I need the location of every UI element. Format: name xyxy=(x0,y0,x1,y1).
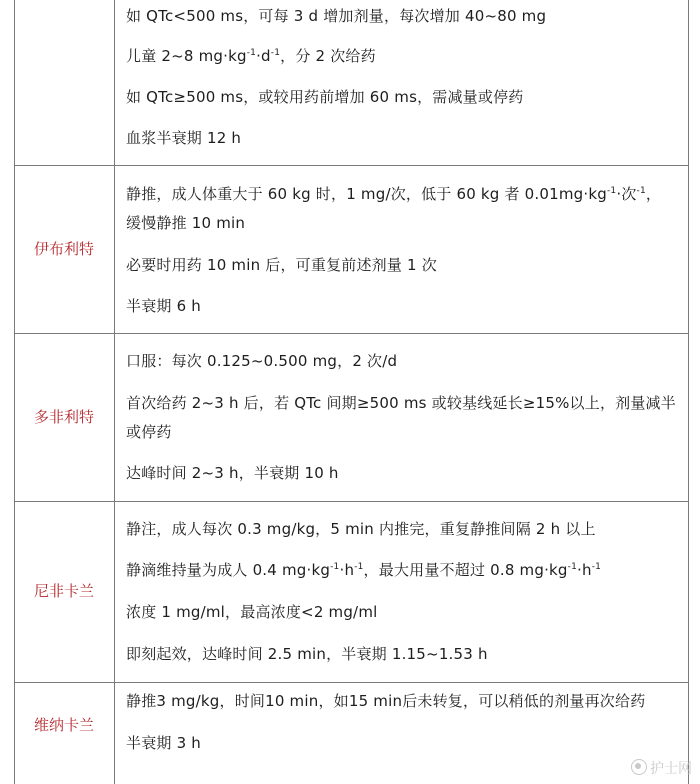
dosage-line: 缓慢静推 10 min xyxy=(126,214,246,232)
drug-name-nifekalant: 尼非卡兰 xyxy=(33,582,94,600)
drug-name-vernakalant: 维纳卡兰 xyxy=(33,716,94,734)
dosage-line xyxy=(126,45,376,67)
text-segment: ·h xyxy=(339,561,355,579)
superscript: -1 xyxy=(567,562,578,572)
table-column-divider xyxy=(114,0,115,784)
superscript: -1 xyxy=(270,48,281,58)
dosage-line: 即刻起效，达峰时间 2.5 min，半衰期 1.15~1.53 h xyxy=(126,645,488,663)
dosage-line: 或停药 xyxy=(126,423,172,441)
table-border-right xyxy=(688,0,689,784)
dosage-line: 如 QTc<500 ms，可每 3 d 增加剂量，每次增加 40~80 mg xyxy=(126,7,547,25)
text-segment: ·次 xyxy=(616,185,637,203)
dosage-line: 口服：每次 0.125~0.500 mg，2 次/d xyxy=(126,352,398,370)
text-segment: ， xyxy=(645,185,662,203)
dosage-line: 如 QTc≥500 ms，或较用药前增加 60 ms，需减量或停药 xyxy=(126,88,524,106)
row-divider xyxy=(14,501,689,502)
text-segment: ，分 2 次给药 xyxy=(280,47,376,65)
dosage-line: 半衰期 3 h xyxy=(126,734,201,752)
dosage-line: 浓度 1 mg/ml，最高浓度<2 mg/ml xyxy=(126,603,378,621)
superscript: -1 xyxy=(636,186,646,196)
superscript: -1 xyxy=(354,562,364,572)
text-segment: ·h xyxy=(577,561,592,579)
dosage-line: 半衰期 6 h xyxy=(126,297,201,315)
drug-name-dofetilide: 多非利特 xyxy=(33,408,94,426)
dosage-line: 静推3 mg/kg，时间10 min，如15 min后未转复，可以稍低的剂量再次给药 xyxy=(126,692,646,710)
row-divider xyxy=(14,333,689,334)
superscript: -1 xyxy=(606,186,617,196)
dosage-line: 静注，成人每次 0.3 mg/kg，5 min 内推完，重复静推间隔 2 h 以上 xyxy=(126,520,596,538)
text-segment: ·d xyxy=(256,47,271,65)
dosage-line: 首次给药 2~3 h 后，若 QTc 间期≥500 ms 或较基线延长≥15%以上，剂量减半 xyxy=(126,394,676,412)
text-segment: ，最大用量不超过 0.8 mg·kg xyxy=(363,561,568,579)
table-border-left xyxy=(14,0,15,784)
superscript: -1 xyxy=(246,48,257,58)
watermark-text: 护士网 xyxy=(650,761,692,777)
dosage-line: 必要时用药 10 min 后，可重复前述剂量 1 次 xyxy=(126,256,437,274)
dosage-line xyxy=(126,183,661,205)
text-segment: 儿童 2~8 mg·kg xyxy=(126,47,247,65)
drug-name-ibutilide: 伊布利特 xyxy=(33,240,94,258)
watermark xyxy=(631,758,692,778)
superscript: -1 xyxy=(330,562,340,572)
dosage-line: 达峰时间 2~3 h，半衰期 10 h xyxy=(126,464,339,482)
dosage-line: 血浆半衰期 12 h xyxy=(126,129,242,147)
text-segment: 静推，成人体重大于 60 kg 时，1 mg/次，低于 60 kg 者 0.01mg·kg xyxy=(126,185,607,203)
row-divider xyxy=(14,165,689,166)
text-segment: 静滴维持量为成人 0.4 mg·kg xyxy=(126,561,331,579)
superscript: -1 xyxy=(591,562,602,572)
row-divider xyxy=(14,682,689,683)
weibo-icon xyxy=(631,759,647,775)
dosage-line xyxy=(126,559,601,581)
